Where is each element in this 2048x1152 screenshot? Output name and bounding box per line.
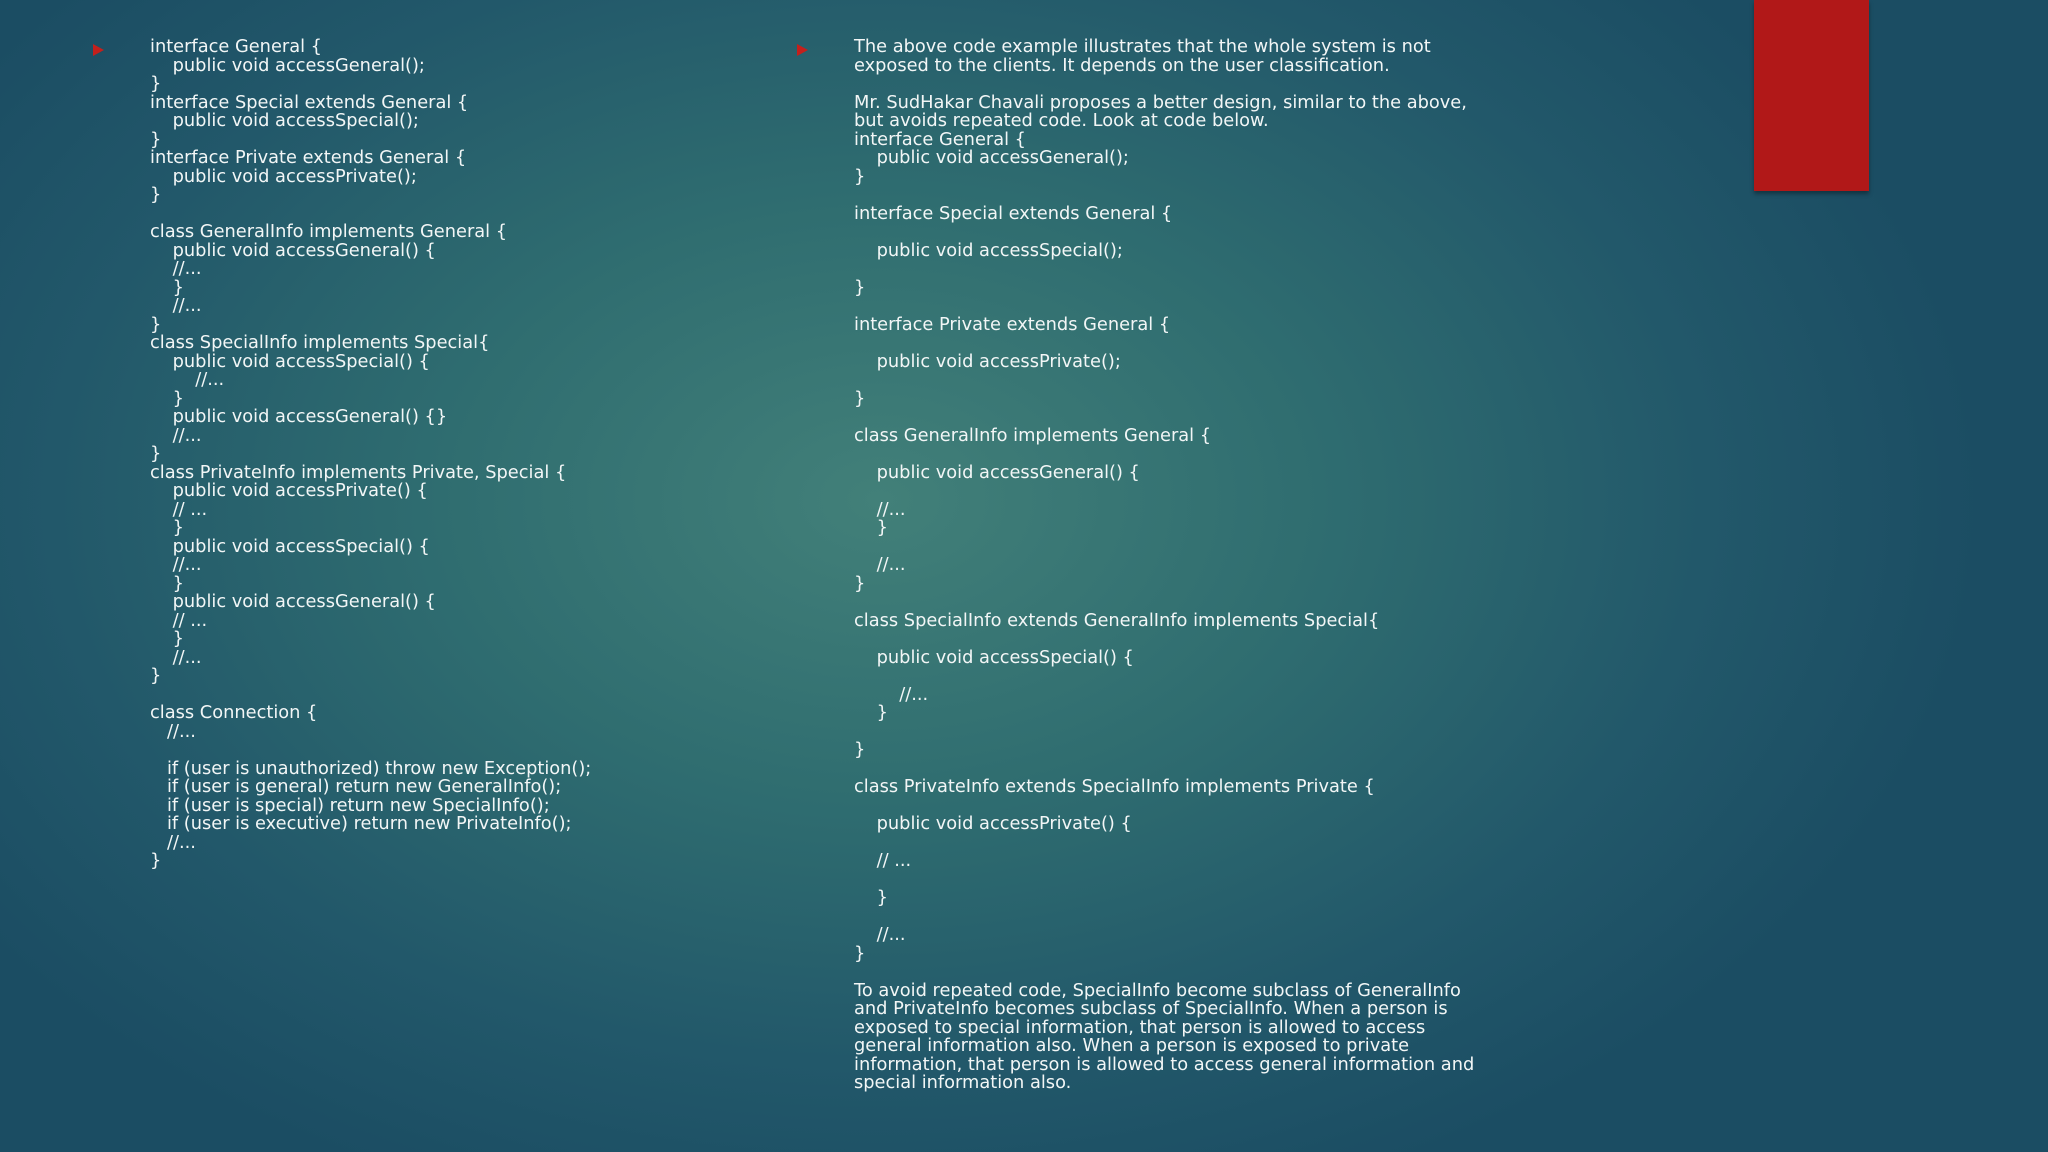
text-line: class GeneralInfo implements General { <box>150 221 508 242</box>
text-line: } <box>150 184 162 205</box>
text-line: //... <box>150 369 225 390</box>
text-line: //... <box>854 554 906 575</box>
accent-bar <box>1754 0 1869 191</box>
text-line: public void accessPrivate(); <box>150 165 417 187</box>
text-line: interface Private extends General { <box>150 147 467 168</box>
text-line: } <box>150 572 184 594</box>
text-line: The above code example illustrates that the whole system is not <box>854 36 1431 57</box>
text-line: exposed to special information, that person is allowed to access <box>854 1016 1426 1038</box>
text-line: } <box>854 165 866 187</box>
text-line: general information also. When a person is exposed to private <box>854 1035 1410 1056</box>
text-line: public void accessGeneral() { <box>150 591 436 612</box>
text-line: public void accessGeneral() { <box>854 461 1140 483</box>
text-line <box>854 723 1614 742</box>
text-line: //... <box>150 295 202 316</box>
text-line: } <box>150 850 162 871</box>
text-line: } <box>150 313 162 335</box>
text-line <box>854 297 1614 316</box>
text-line: if (user is general) return new GeneralInfo(); <box>150 776 562 797</box>
text-line <box>854 334 1614 353</box>
text-line: //... <box>854 683 929 705</box>
text-line <box>854 482 1614 501</box>
text-line: } <box>854 517 888 538</box>
text-line: } <box>150 73 162 94</box>
text-line: } <box>854 276 866 298</box>
text-line: //... <box>150 831 196 853</box>
text-line <box>854 630 1614 649</box>
left-code-column <box>150 38 770 871</box>
text-line: exposed to the clients. It depends on the user classification. <box>854 54 1390 76</box>
text-line: interface Special extends General { <box>854 202 1173 224</box>
text-line: } <box>854 572 866 594</box>
text-line: } <box>854 387 866 409</box>
text-line: interface Private extends General { <box>854 313 1171 335</box>
text-line: //... <box>150 424 202 446</box>
text-line: To avoid repeated code, SpecialInfo become subclass of GeneralInfo <box>854 979 1461 1001</box>
text-line: } <box>150 665 162 686</box>
text-line: } <box>854 739 866 760</box>
text-line: public void accessPrivate() { <box>150 480 428 501</box>
text-line: if (user is unauthorized) throw new Exception(); <box>150 757 592 779</box>
text-line: //... <box>854 924 906 945</box>
text-line: class PrivateInfo implements Private, Special { <box>150 461 567 483</box>
text-line: //... <box>150 646 202 668</box>
text-line <box>854 871 1614 890</box>
text-line <box>854 963 1614 982</box>
text-line: interface General { <box>854 128 1026 150</box>
text-line: public void accessSpecial(); <box>854 239 1123 261</box>
text-line: Mr. SudHakar Chavali proposes a better design, similar to the above, <box>854 91 1467 113</box>
text-line: class SpecialInfo implements Special{ <box>150 332 490 353</box>
right-text-column <box>854 38 1614 1093</box>
text-line: class PrivateInfo extends SpecialInfo implements Private { <box>854 776 1375 797</box>
text-line: class SpecialInfo extends GeneralInfo implements Special{ <box>854 609 1380 631</box>
text-line <box>854 667 1614 686</box>
text-line: //... <box>150 554 202 575</box>
text-line: } <box>150 517 184 538</box>
text-line: public void accessSpecial() { <box>150 535 430 557</box>
text-line: } <box>150 628 184 649</box>
text-line <box>854 260 1614 279</box>
text-line: but avoids repeated code. Look at code below. <box>854 110 1269 131</box>
text-line: //... <box>854 498 906 520</box>
bullet-arrow-icon <box>93 44 104 56</box>
text-line: } <box>854 887 888 908</box>
text-line: } <box>150 276 184 298</box>
text-line: public void accessSpecial() { <box>854 646 1134 668</box>
text-line <box>854 445 1614 464</box>
text-line: // ... <box>854 850 912 871</box>
text-line: public void accessGeneral(); <box>150 54 425 76</box>
text-line <box>854 223 1614 242</box>
text-line: public void accessGeneral() { <box>150 239 436 261</box>
text-line: public void accessGeneral() {} <box>150 406 448 427</box>
text-line <box>150 741 770 760</box>
text-line <box>854 593 1614 612</box>
text-line <box>854 371 1614 390</box>
text-line: } <box>150 443 162 464</box>
text-line: public void accessSpecial(); <box>150 110 419 131</box>
text-line <box>854 186 1614 205</box>
text-line: // ... <box>150 498 208 520</box>
text-line: // ... <box>150 609 208 631</box>
text-line: } <box>150 128 162 150</box>
text-line: special information also. <box>854 1072 1072 1093</box>
text-line: interface General { <box>150 36 322 57</box>
text-line: class Connection { <box>150 702 318 723</box>
text-line <box>854 908 1614 927</box>
text-line: and PrivateInfo becomes subclass of SpecialInfo. When a person is <box>854 998 1448 1019</box>
text-line: information, that person is allowed to access general information and <box>854 1053 1475 1075</box>
text-line: //... <box>150 720 196 742</box>
text-line: interface Special extends General { <box>150 91 469 113</box>
text-line: class GeneralInfo implements General { <box>854 424 1212 446</box>
text-line: } <box>150 387 184 409</box>
bullet-arrow-icon <box>797 44 808 56</box>
text-line: //... <box>150 258 202 279</box>
text-line: if (user is executive) return new PrivateInfo(); <box>150 813 572 834</box>
text-line: public void accessPrivate(); <box>854 350 1121 372</box>
text-line: public void accessGeneral(); <box>854 147 1129 168</box>
text-line: public void accessSpecial() { <box>150 350 430 372</box>
text-line <box>854 75 1614 94</box>
text-line <box>854 834 1614 853</box>
text-line: public void accessPrivate() { <box>854 813 1132 834</box>
text-line: if (user is special) return new SpecialInfo(); <box>150 794 550 816</box>
text-line <box>854 408 1614 427</box>
text-line <box>854 538 1614 557</box>
text-line: } <box>854 702 888 723</box>
text-line: } <box>854 942 866 964</box>
